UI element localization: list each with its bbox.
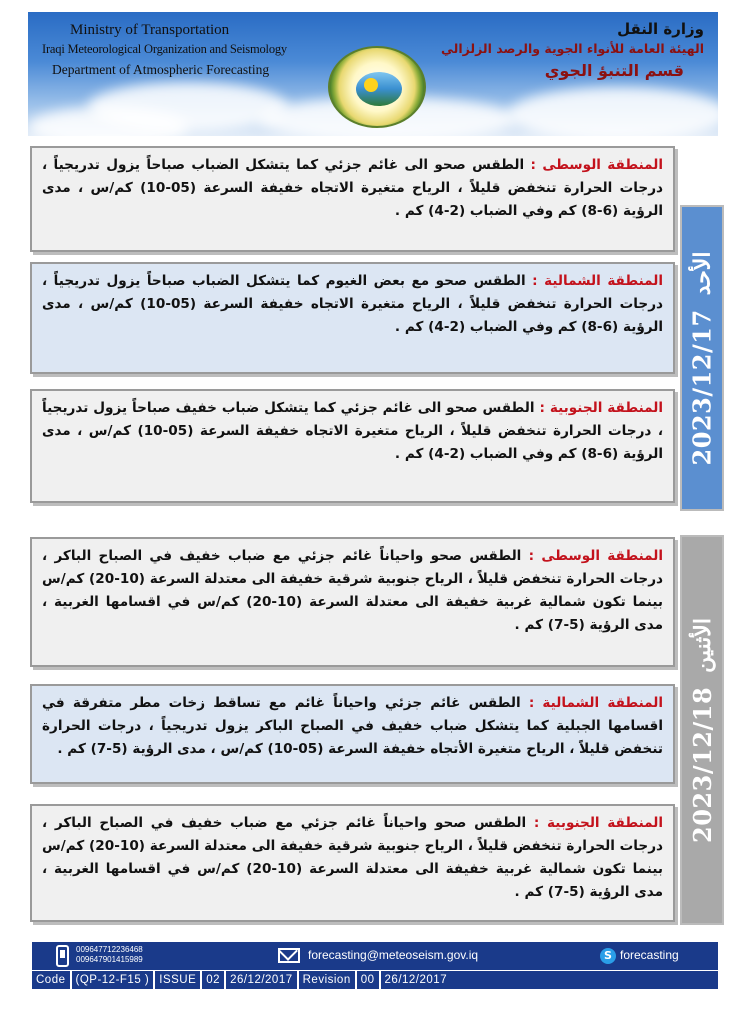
forecast-central-day1	[30, 146, 675, 252]
forecast-south-day1	[30, 389, 675, 503]
phone-icon	[56, 945, 69, 967]
page-header	[28, 12, 718, 136]
skype-icon: S	[600, 948, 616, 964]
revision-date: 26/12/2017	[384, 974, 448, 986]
ministry-name-en: Ministry of Transportation	[70, 22, 230, 38]
day-tab-2	[680, 535, 724, 925]
forecast-text: الطقس صحو واحياناً غائم جزئي مع ضباب خفيف في الصباح الباكر ، درجات الحرارة تنخفض قليلاً ، الرياح جنوبية شرقية خفيفة الى معتدلة السرعة (10-20) كم/س بينما تكون شمالية غربية خفيفة الى معتدلة السرعة (10-20) كم/س في اقسامها الغربية ، مدى الرؤية (5-7) كم .	[42, 548, 664, 633]
forecast-text: الطقس غائم جزئي واحياناً غائم مع تساقط زخات مطر متفرقة في اقسامها الجبلية كما يتشكل ضباب خفيف في الصباح الباكر يزول تدريجياً ، درجات الحرارة تنخفض قليلاً ، الرياح متغيرة الأتجاه خفيفة السرعة (05-10) كم/س ، مدى الرؤية (5-7) كم .	[42, 695, 663, 757]
day-date: 2023/12/18	[687, 686, 717, 843]
logo-emblem	[356, 72, 402, 106]
day-name: الأحد	[689, 251, 715, 295]
issue-date: 26/12/2017	[226, 971, 299, 989]
organization-name-ar: الهيئة العامة للأنواء الجوية والرصد الزلزالي	[441, 41, 704, 56]
region-name: المنطقة الشمالية :	[528, 695, 664, 711]
region-name: المنطقة الجنوبية :	[533, 815, 664, 831]
footer-contact-bar	[32, 942, 718, 970]
logo-sun-icon	[364, 78, 378, 92]
region-name: المنطقة الجنوبية :	[539, 400, 663, 416]
region-name: المنطقة الشمالية :	[532, 273, 664, 289]
revision-label: Revision	[299, 971, 357, 989]
skype-handle: forecasting	[620, 948, 679, 962]
issue-value: 02	[202, 971, 226, 989]
department-name-ar: قسم التنبؤ الجوي	[544, 61, 684, 80]
english-letterhead	[42, 22, 287, 78]
phone-numbers	[76, 945, 143, 965]
day-date: 2023/12/17	[687, 308, 717, 465]
arabic-letterhead	[441, 20, 704, 80]
phone-number-2: 009647901415989	[76, 955, 143, 964]
code-value: (QP-12-F15 )	[72, 971, 156, 989]
ministry-name-ar: وزارة النقل	[617, 20, 704, 38]
issue-label: ISSUE	[155, 971, 202, 989]
footer-document-control	[32, 971, 718, 989]
department-name-en: Department of Atmospheric Forecasting	[52, 62, 270, 77]
mail-icon	[278, 948, 300, 963]
forecast-text: الطقس صحو واحياناً غائم جزئي مع ضباب خفيف في الصباح الباكر ، درجات الحرارة تنخفض قليلاً ، الرياح جنوبية شرقية خفيفة الى معتدلة السرعة (10-20) كم/س بينما تكون شمالية غربية خفيفة الى معتدلة السرعة (10-20) كم/س في اقسامها الغربية ، مدى الرؤية (5-7) كم .	[42, 815, 664, 900]
forecast-text: الطقس صحو مع بعض الغيوم كما يتشكل الضباب صباحاً يزول تدريجياً ، درجات الحرارة تنخفض قليلاً ، الرياح متغيرة الاتجاه خفيفة السرعة (05-10) كم/س ، مدى الرؤية (6-8) كم وفي الضباب (2-4) كم .	[42, 273, 664, 335]
forecast-north-day1	[30, 262, 675, 374]
forecast-north-day2	[30, 684, 675, 784]
forecast-text: الطقس صحو الى غائم جزئي كما يتشكل ضباب خفيف صباحاً يزول تدريجياً ، درجات الحرارة تنخفض قليلاً ، الرياح متغيرة الاتجاه خفيفة السرعة (05-10) كم/س ، مدى الرؤية (6-8) كم وفي الضباب (2-4) كم .	[42, 400, 663, 462]
revision-value: 00	[357, 971, 381, 989]
phone-number-1: 009647712236468	[76, 945, 143, 954]
organization-name-en: Iraqi Meteorological Organization and Seismology	[42, 42, 287, 56]
day-name: الأثنين	[689, 617, 715, 673]
cloud-decoration	[508, 87, 718, 136]
cloud-decoration	[88, 82, 288, 132]
organization-logo-icon	[328, 46, 426, 128]
day-tab-1	[680, 205, 724, 511]
forecast-text: الطقس صحو الى غائم جزئي كما يتشكل الضباب صباحاً يزول تدريجياً ، درجات الحرارة تنخفض قليلاً ، الرياح متغيرة الاتجاه خفيفة السرعة (05-10) كم/س ، مدى الرؤية (6-8) كم وفي الضباب (2-4) كم .	[42, 157, 664, 219]
region-name: المنطقة الوسطى :	[528, 548, 663, 564]
forecast-central-day2	[30, 537, 675, 667]
region-name: المنطقة الوسطى :	[530, 157, 664, 173]
forecast-south-day2	[30, 804, 675, 922]
email-address: forecasting@meteoseism.gov.iq	[308, 948, 479, 962]
code-label: Code	[32, 971, 72, 989]
